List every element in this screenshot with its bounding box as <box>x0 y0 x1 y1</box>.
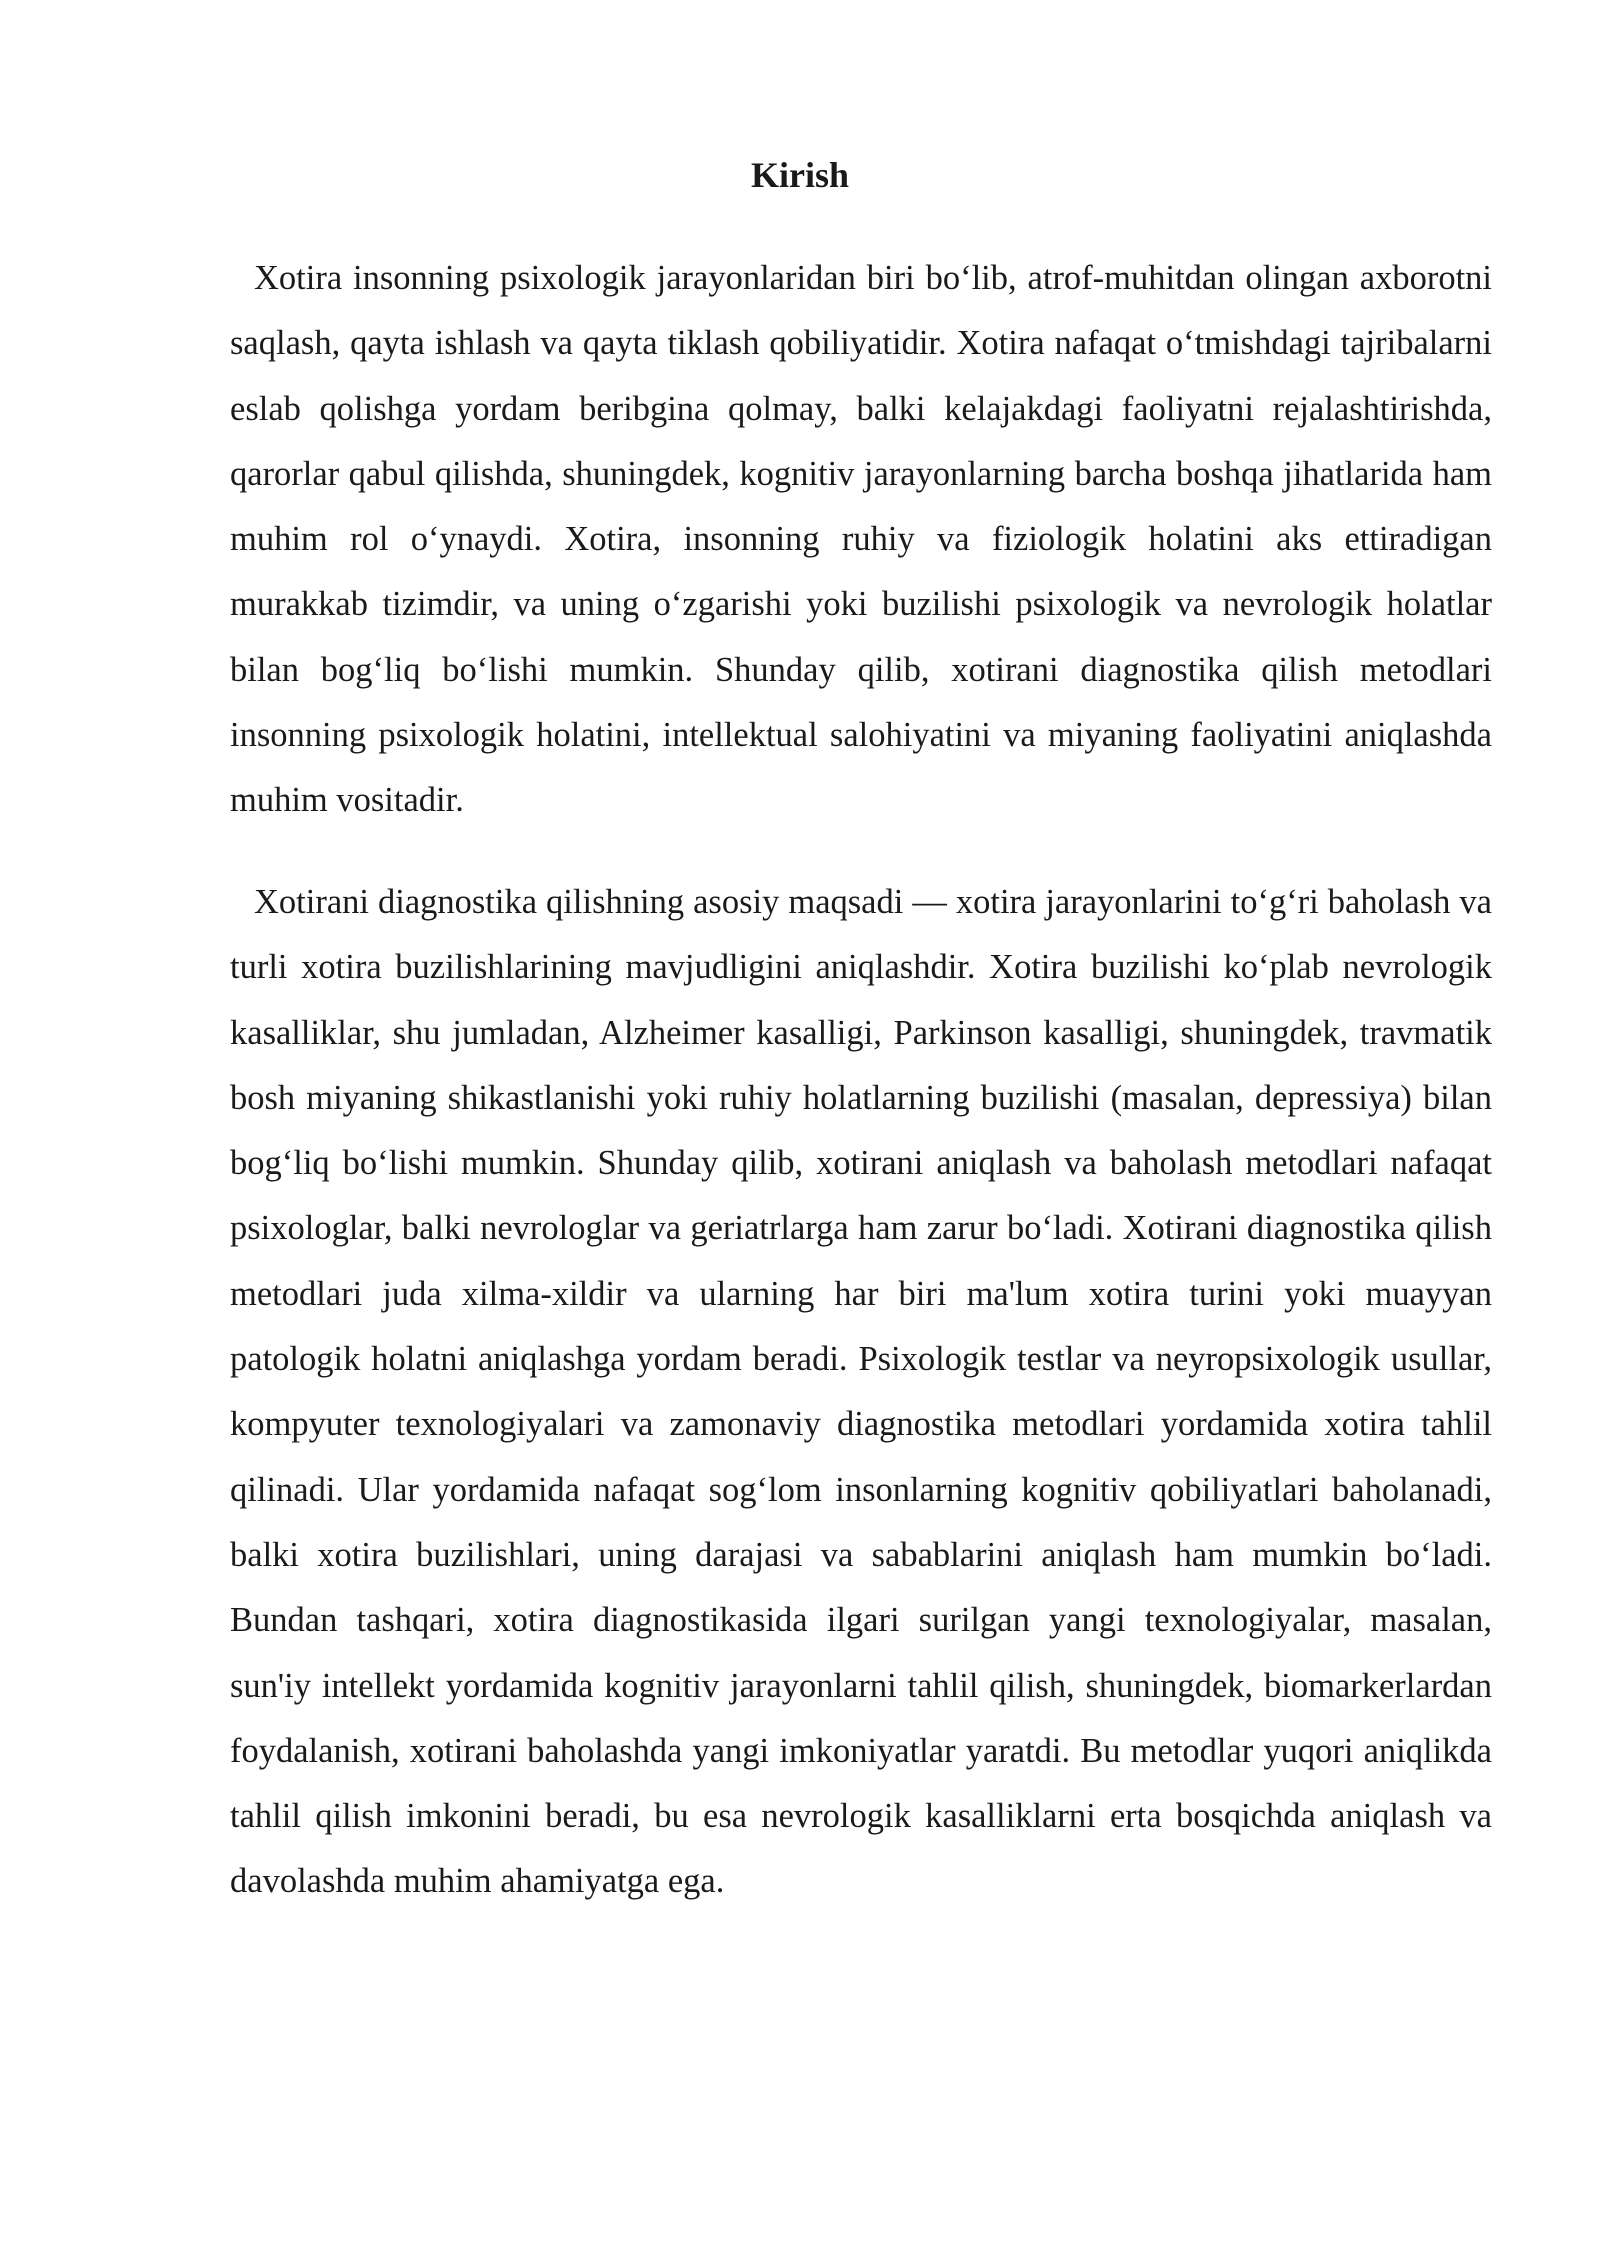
paragraph-2: Xotirani diagnostika qilishning asosiy maqsadi — xotira jarayonlarini to‘g‘ri baholash va turli xotira buzilishlarining mavjudligini aniqlashdir. Xotira buzilishi ko‘plab nevrologik kasalliklar, shu jumladan, Alzheimer kasalligi, Parkinson kasalligi, shuningdek, travmatik bosh miyaning shikastlanishi yoki ruhiy holatlarning buzilishi (masalan, depressiya) bilan bog‘liq bo‘lishi mumkin. Shunday qilib, xotirani aniqlash va baholash metodlari nafaqat psixologlar, balki nevrologlar va geriatrlarga ham zarur bo‘ladi. Xotirani diagnostika qilish metodlari juda xilma-xildir va ularning har biri ma'lum xotira turini yoki muayyan patologik holatni aniqlashga yordam beradi. Psixologik testlar va neyropsixologik usullar, kompyuter texnologiyalari va zamonaviy diagnostika metodlari yordamida xotira tahlil qilinadi. Ular yordamida nafaqat sog‘lom insonlarning kognitiv qobiliyatlari baholanadi, balki xotira buzilishlari, uning darajasi va sabablarini aniqlash ham mumkin bo‘ladi. Bundan tashqari, xotira diagnostikasida ilgari surilgan yangi texnologiyalar, masalan, sun'iy intellekt yordamida kognitiv jarayonlarni tahlil qilish, shuningdek, biomarkerlardan foydalanish, xotirani baholashda yangi imkoniyatlar yaratdi. Bu metodlar yuqori aniqlikda tahlil qilish imkonini beradi, bu esa nevrologik kasalliklarni erta bosqichda aniqlash va davolashda muhim ahamiyatga ega. <box>230 883 1492 1901</box>
paragraph-1: Xotira insonning psixologik jarayonlaridan biri bo‘lib, atrof-muhitdan olingan axborotni saqlash, qayta ishlash va qayta tiklash qobiliyatidir. Xotira nafaqat o‘tmishdagi tajribalarni eslab qolishga yordam beribgina qolmay, balki kelajakdagi faoliyatni rejalashtirishda, qarorlar qabul qilishda, shuningdek, kognitiv jarayonlarning barcha boshqa jihatlarida ham muhim rol o‘ynaydi. Xotira, insonning ruhiy va fiziologik holatini aks ettiradigan murakkab tizimdir, va uning o‘zgarishi yoki buzilishi psixologik va nevrologik holatlar bilan bog‘liq bo‘lishi mumkin. Shunday qilib, xotirani diagnostika qilish metodlari insonning psixologik holatini, intellektual salohiyatini va miyaning faoliyatini aniqlashda muhim vositadir. <box>230 259 1492 820</box>
section-heading: Kirish <box>750 155 849 195</box>
